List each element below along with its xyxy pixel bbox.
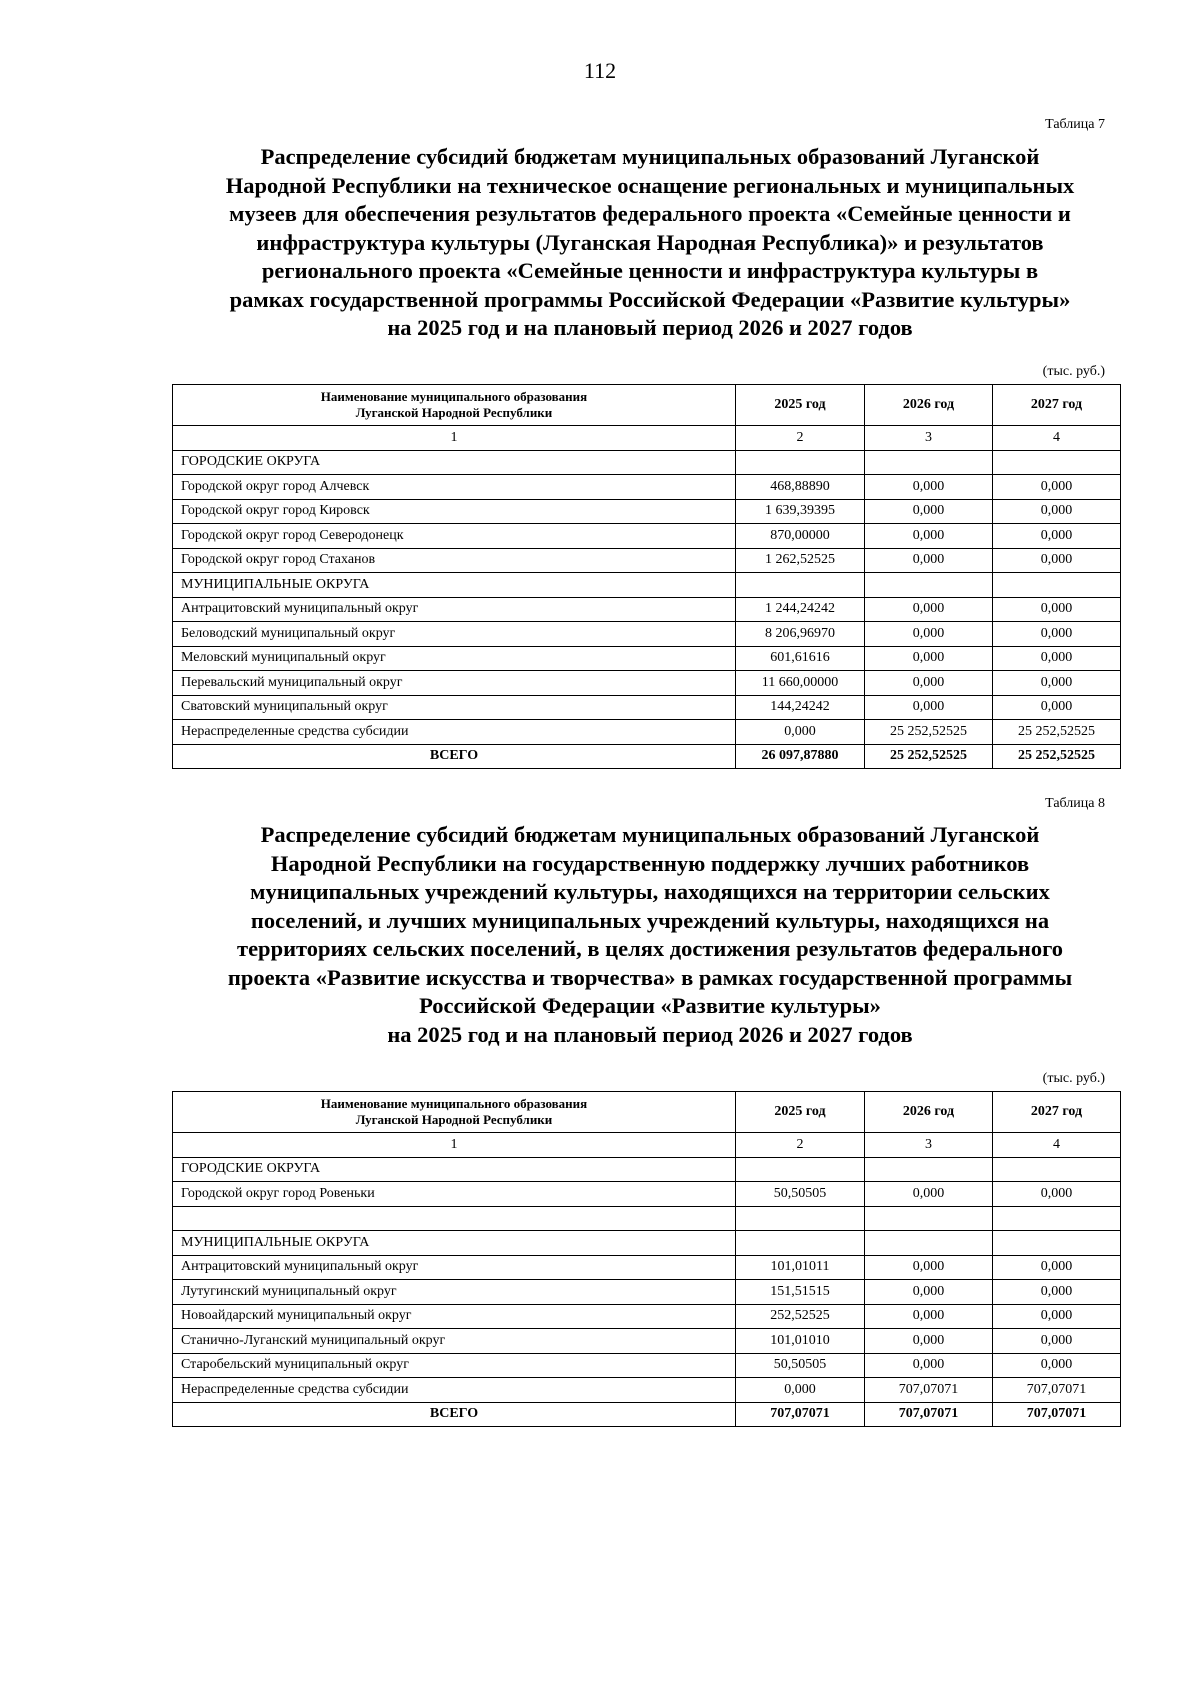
title-line: Народной Республики на техническое оснащение региональных и муниципальных: [225, 172, 1075, 198]
cell-2026: 0,000: [865, 1280, 993, 1305]
header-2027: 2027 год: [993, 385, 1121, 426]
table-7: [172, 384, 1121, 769]
cell-2027: 0,000: [993, 1255, 1121, 1280]
title-line: Народной Республики на государственную поддержку лучших работников: [270, 850, 1030, 876]
cell-name: Нераспределенные средства субсидии: [173, 720, 736, 745]
table-8: [172, 1091, 1121, 1427]
cell-2025: 101,01010: [736, 1329, 865, 1354]
title-line: муниципальных учреждений культуры, находящихся на территории сельских: [250, 879, 1050, 904]
cell-2025: [736, 573, 865, 598]
header-name-line2: Луганской Народной Республики: [355, 405, 553, 420]
cell-2025: [736, 1206, 865, 1231]
column-index-cell: 2: [736, 1133, 865, 1158]
title-line: регионального проекта «Семейные ценности и инфраструктура культуры в: [261, 258, 1039, 283]
cell-name: Новоайдарский муниципальный округ: [173, 1304, 736, 1329]
cell-2026: 0,000: [865, 1304, 993, 1329]
cell-name: Старобельский муниципальный округ: [173, 1353, 736, 1378]
cell-2027: 0,000: [993, 1353, 1121, 1378]
title-line: на 2025 год и на плановый период 2026 и 2027 годов: [387, 1021, 913, 1047]
column-index-cell: 4: [993, 426, 1121, 451]
title-line: рамках государственной программы Российской Федерации «Развитие культуры»: [229, 286, 1071, 312]
column-index-cell: 3: [865, 1133, 993, 1158]
cell-name: ГОРОДСКИЕ ОКРУГА: [173, 450, 736, 475]
cell-2026: 0,000: [865, 1353, 993, 1378]
cell-name: Городской округ город Стаханов: [173, 548, 736, 573]
table-row: [173, 646, 1121, 671]
title-line: музеев для обеспечения результатов федерального проекта «Семейные ценности и: [229, 201, 1071, 226]
cell-name: Сватовский муниципальный округ: [173, 695, 736, 720]
table-row: [173, 1329, 1121, 1354]
column-index-cell: 4: [993, 1133, 1121, 1158]
cell-2026: 0,000: [865, 622, 993, 647]
table-row: [173, 1378, 1121, 1403]
header-2025: 2025 год: [736, 1092, 865, 1133]
cell-2027: 0,000: [993, 671, 1121, 696]
cell-2026: 0,000: [865, 671, 993, 696]
cell-2027: [993, 573, 1121, 598]
column-index-cell: 3: [865, 426, 993, 451]
cell-name: [173, 1206, 736, 1231]
cell-2027: 0,000: [993, 1280, 1121, 1305]
total-cell-name: ВСЕГО: [173, 744, 736, 769]
cell-name: ГОРОДСКИЕ ОКРУГА: [173, 1157, 736, 1182]
header-2026: 2026 год: [865, 1092, 993, 1133]
cell-2026: 0,000: [865, 1182, 993, 1207]
column-index-cell: 1: [173, 426, 736, 451]
total-cell-2025: 26 097,87880: [736, 744, 865, 769]
total-cell-2026: 707,07071: [865, 1402, 993, 1427]
table-row: [173, 1255, 1121, 1280]
cell-2027: 0,000: [993, 1304, 1121, 1329]
cell-2027: 0,000: [993, 499, 1121, 524]
table-row: [173, 573, 1121, 598]
table-row: [173, 1280, 1121, 1305]
cell-name: Перевальский муниципальный округ: [173, 671, 736, 696]
cell-2027: 0,000: [993, 646, 1121, 671]
cell-2025: 151,51515: [736, 1280, 865, 1305]
cell-2026: 0,000: [865, 524, 993, 549]
table-header-row: [173, 385, 1121, 426]
table-header-row: [173, 1092, 1121, 1133]
header-2026: 2026 год: [865, 385, 993, 426]
cell-2027: 0,000: [993, 1329, 1121, 1354]
table-row: [173, 499, 1121, 524]
cell-2026: 0,000: [865, 1255, 993, 1280]
cell-2025: [736, 1231, 865, 1256]
cell-2026: [865, 1157, 993, 1182]
table-7-title: [170, 143, 1130, 343]
cell-2026: 0,000: [865, 499, 993, 524]
header-name-line1: Наименование муниципального образования: [320, 389, 588, 404]
cell-2026: 707,07071: [865, 1378, 993, 1403]
table-row: [173, 1157, 1121, 1182]
cell-2027: [993, 1157, 1121, 1182]
table-7-label: Таблица 7: [1045, 117, 1105, 132]
cell-2026: 0,000: [865, 475, 993, 500]
cell-name: Беловодский муниципальный округ: [173, 622, 736, 647]
cell-2027: 0,000: [993, 524, 1121, 549]
cell-2025: 101,01011: [736, 1255, 865, 1280]
cell-2025: 11 660,00000: [736, 671, 865, 696]
cell-2027: [993, 1231, 1121, 1256]
column-index-cell: 2: [736, 426, 865, 451]
cell-name: МУНИЦИПАЛЬНЫЕ ОКРУГА: [173, 573, 736, 598]
title-line: проекта «Развитие искусства и творчества» в рамках государственной программы: [227, 964, 1073, 990]
cell-2026: 0,000: [865, 1329, 993, 1354]
cell-2025: 144,24242: [736, 695, 865, 720]
cell-2026: [865, 573, 993, 598]
cell-2027: 707,07071: [993, 1378, 1121, 1403]
column-index-row: [173, 426, 1121, 451]
header-name-line1: Наименование муниципального образования: [320, 1096, 588, 1111]
header-2025: 2025 год: [736, 385, 865, 426]
cell-name: Лутугинский муниципальный округ: [173, 1280, 736, 1305]
table-row: [173, 720, 1121, 745]
header-name-line2: Луганской Народной Республики: [355, 1112, 553, 1127]
total-cell-name: ВСЕГО: [173, 1402, 736, 1427]
cell-name: Антрацитовский муниципальный округ: [173, 1255, 736, 1280]
page-number: 112: [583, 58, 617, 83]
total-cell-2025: 707,07071: [736, 1402, 865, 1427]
cell-name: Меловский муниципальный округ: [173, 646, 736, 671]
cell-2025: 1 262,52525: [736, 548, 865, 573]
cell-2027: 25 252,52525: [993, 720, 1121, 745]
cell-2025: 870,00000: [736, 524, 865, 549]
table-row: [173, 1206, 1121, 1231]
cell-2026: 0,000: [865, 548, 993, 573]
total-cell-2027: 707,07071: [993, 1402, 1121, 1427]
cell-2025: 50,50505: [736, 1182, 865, 1207]
table-row: [173, 524, 1121, 549]
cell-2025: 1 639,39395: [736, 499, 865, 524]
table-8-units: (тыс. руб.): [1042, 1071, 1105, 1086]
cell-2027: 0,000: [993, 475, 1121, 500]
header-name: [173, 1092, 736, 1133]
table-row: [173, 622, 1121, 647]
cell-2027: [993, 450, 1121, 475]
cell-2025: [736, 1157, 865, 1182]
total-cell-2027: 25 252,52525: [993, 744, 1121, 769]
cell-name: Городской округ город Алчевск: [173, 475, 736, 500]
title-line: на 2025 год и на плановый период 2026 и 2027 годов: [387, 315, 913, 340]
title-line: поселений, и лучших муниципальных учреждений культуры, находящихся на: [250, 907, 1050, 933]
title-line: Распределение субсидий бюджетам муниципальных образований Луганской: [260, 822, 1040, 847]
table-row: [173, 450, 1121, 475]
table-row: [173, 1353, 1121, 1378]
cell-name: Городской округ город Северодонецк: [173, 524, 736, 549]
table-row: [173, 548, 1121, 573]
table-row: [173, 597, 1121, 622]
table-row: [173, 475, 1121, 500]
cell-2025: 1 244,24242: [736, 597, 865, 622]
cell-2025: 468,88890: [736, 475, 865, 500]
cell-2027: 0,000: [993, 695, 1121, 720]
cell-2026: [865, 1231, 993, 1256]
column-index-cell: 1: [173, 1133, 736, 1158]
table-row: [173, 695, 1121, 720]
title-line: Распределение субсидий бюджетам муниципальных образований Луганской: [260, 144, 1040, 169]
cell-2026: [865, 450, 993, 475]
total-cell-2026: 25 252,52525: [865, 744, 993, 769]
total-row: [173, 1402, 1121, 1427]
table-8-label: Таблица 8: [1045, 796, 1105, 811]
cell-name: Городской округ город Ровеньки: [173, 1182, 736, 1207]
cell-2025: 601,61616: [736, 646, 865, 671]
cell-name: Городской округ город Кировск: [173, 499, 736, 524]
column-index-row: [173, 1133, 1121, 1158]
cell-2027: 0,000: [993, 622, 1121, 647]
cell-2026: [865, 1206, 993, 1231]
cell-2025: 0,000: [736, 720, 865, 745]
header-2027: 2027 год: [993, 1092, 1121, 1133]
cell-2027: 0,000: [993, 548, 1121, 573]
table-8-title: [170, 821, 1130, 1049]
title-line: Российской Федерации «Развитие культуры»: [419, 993, 881, 1018]
cell-2027: [993, 1206, 1121, 1231]
cell-name: Нераспределенные средства субсидии: [173, 1378, 736, 1403]
cell-2025: 50,50505: [736, 1353, 865, 1378]
cell-2025: [736, 450, 865, 475]
cell-2026: 0,000: [865, 695, 993, 720]
cell-2025: 0,000: [736, 1378, 865, 1403]
table-7-units: (тыс. руб.): [1042, 364, 1105, 379]
cell-name: Станично-Луганский муниципальный округ: [173, 1329, 736, 1354]
cell-2027: 0,000: [993, 1182, 1121, 1207]
table-row: [173, 671, 1121, 696]
table-row: [173, 1304, 1121, 1329]
cell-2025: 252,52525: [736, 1304, 865, 1329]
header-name: [173, 385, 736, 426]
cell-2026: 0,000: [865, 597, 993, 622]
cell-2026: 0,000: [865, 646, 993, 671]
cell-2027: 0,000: [993, 597, 1121, 622]
title-line: инфраструктура культуры (Луганская Народная Республика)» и результатов: [256, 229, 1044, 255]
cell-2025: 8 206,96970: [736, 622, 865, 647]
cell-name: Антрацитовский муниципальный округ: [173, 597, 736, 622]
table-row: [173, 1182, 1121, 1207]
cell-2026: 25 252,52525: [865, 720, 993, 745]
cell-name: МУНИЦИПАЛЬНЫЕ ОКРУГА: [173, 1231, 736, 1256]
title-line: территориях сельских поселений, в целях достижения результатов федерального: [237, 936, 1063, 961]
total-row: [173, 744, 1121, 769]
table-row: [173, 1231, 1121, 1256]
